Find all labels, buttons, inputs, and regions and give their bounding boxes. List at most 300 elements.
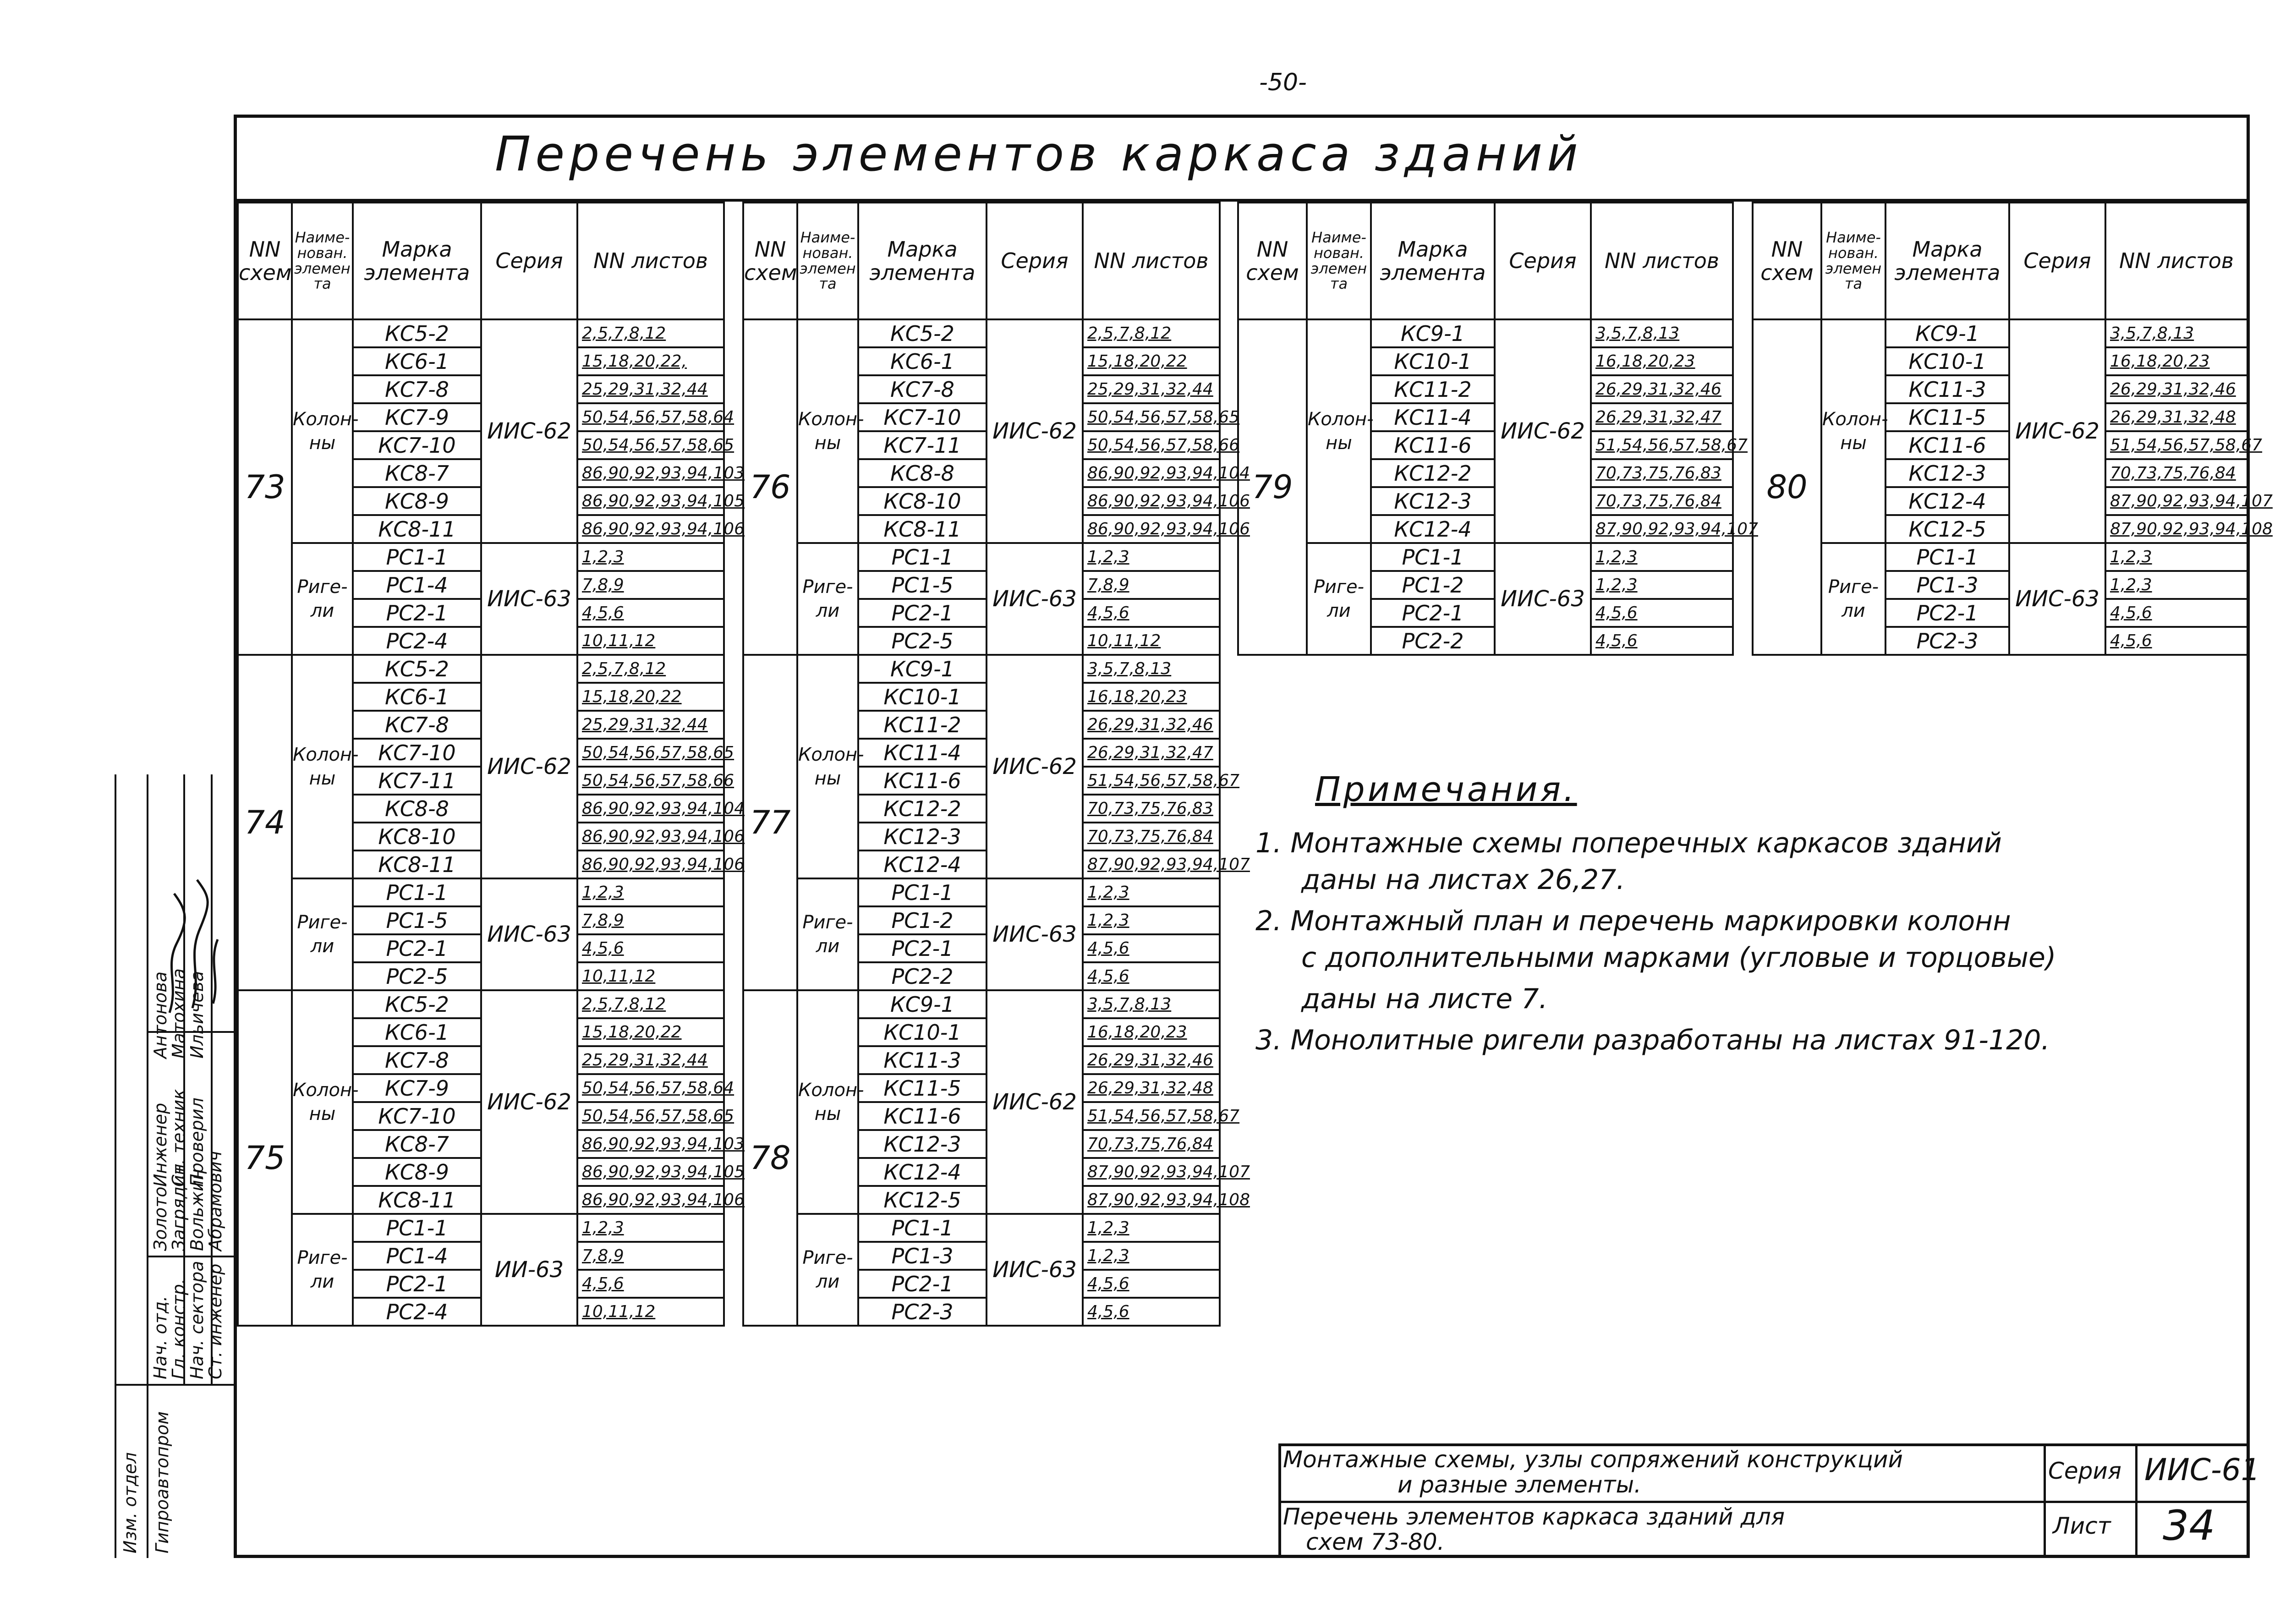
sheets-cell: 16,18,20,23 (1083, 1018, 1220, 1046)
group-label-beams: Риге- ли (292, 1214, 353, 1326)
scheme-number: 77 (743, 655, 797, 990)
scheme-number: 74 (238, 655, 292, 990)
sheets-cell: 87,90,92,93,94,108 (2105, 515, 2247, 543)
sheets-cell: 1,2,3 (2105, 571, 2247, 599)
note-1-line-2: даны на листах 26,27. (1301, 864, 1625, 896)
element-mark: КС8-11 (353, 515, 481, 543)
sheets-cell: 16,18,20,23 (1083, 683, 1220, 711)
signature-dept: Изм. отдел (120, 1452, 140, 1553)
scheme-number: 80 (1753, 319, 1821, 655)
stamp-description-1-line-2: и разные элементы. (1398, 1471, 1642, 1498)
header-element-name: Наиме-нован. элемен та (292, 203, 353, 319)
element-mark: РС1-1 (858, 878, 987, 906)
group-label-beams: Риге- ли (292, 543, 353, 655)
sheets-cell: 86,90,92,93,94,104 (1083, 459, 1220, 487)
element-mark: КС6-1 (353, 1018, 481, 1046)
series-cell: ИИС-62 (481, 990, 577, 1214)
signature-name: Загрядин (169, 1163, 189, 1251)
sheets-cell: 15,18,20,22 (577, 1018, 724, 1046)
signature-block (115, 774, 234, 1558)
sheets-cell: 26,29,31,32,47 (1083, 739, 1220, 767)
element-mark: КС12-3 (1885, 459, 2009, 487)
elements-table-76-78 (742, 202, 1250, 1327)
element-mark: РС2-1 (353, 934, 481, 962)
element-mark: РС1-3 (1885, 571, 2009, 599)
sheets-cell: 25,29,31,32,44 (1083, 375, 1220, 403)
elements-table-73-75 (237, 202, 745, 1327)
element-mark: РС2-1 (858, 1270, 987, 1298)
sheets-cell: 86,90,92,93,94,106 (577, 823, 724, 850)
sheets-cell: 2,5,7,8,12 (577, 655, 724, 683)
element-mark: КС12-5 (858, 1186, 987, 1214)
series-cell: ИИС-63 (1495, 543, 1591, 655)
element-mark: КС7-10 (353, 1102, 481, 1130)
element-mark: КС9-1 (1885, 319, 2009, 347)
sheets-cell: 4,5,6 (1083, 1298, 1220, 1326)
sheets-cell: 1,2,3 (2105, 543, 2247, 571)
element-mark: КС7-8 (353, 375, 481, 403)
sheets-cell: 51,54,56,57,58,67 (1083, 767, 1220, 795)
signature-role: Нач. отд. (150, 1295, 170, 1379)
signature-name: Ильичева (187, 971, 207, 1059)
element-mark: КС12-2 (1371, 459, 1495, 487)
sheets-cell: 15,18,20,22, (577, 347, 724, 375)
element-mark: РС1-1 (858, 1214, 987, 1242)
element-mark: КС9-1 (858, 990, 987, 1018)
stamp-description-1-line-1: Монтажные схемы, узлы сопряжений конструкций (1283, 1446, 1903, 1473)
sheets-cell: 25,29,31,32,44 (577, 375, 724, 403)
notes-title: Примечания. (1315, 770, 1577, 809)
group-label-beams: Риге- ли (1821, 543, 1885, 655)
series-cell: ИИС-63 (987, 878, 1083, 990)
element-mark: РС2-2 (858, 962, 987, 990)
header-series: Серия (481, 203, 577, 319)
header-element-name: Наиме-нован. элемен та (1821, 203, 1885, 319)
sheets-cell: 3,5,7,8,13 (2105, 319, 2247, 347)
sheets-cell: 7,8,9 (1083, 571, 1220, 599)
scheme-78-rows (743, 990, 1250, 1326)
element-mark: КС7-10 (353, 739, 481, 767)
sheets-cell: 1,2,3 (577, 543, 724, 571)
sheets-cell: 70,73,75,76,84 (1591, 487, 1733, 515)
header-sheets: NN листов (577, 203, 724, 319)
sheets-cell: 4,5,6 (2105, 627, 2247, 655)
element-mark: РС1-1 (353, 1214, 481, 1242)
group-label-columns: Колон- ны (1821, 319, 1885, 543)
sheets-cell: 51,54,56,57,58,67 (1083, 1102, 1220, 1130)
elements-table-79 (1237, 202, 1758, 656)
sheets-cell: 86,90,92,93,94,106 (577, 515, 724, 543)
element-mark: РС1-1 (858, 543, 987, 571)
header-sheets: NN листов (2105, 203, 2247, 319)
element-mark: РС2-2 (1371, 627, 1495, 655)
stamp-series-label: Серия (2048, 1458, 2121, 1484)
sheets-cell: 4,5,6 (1083, 599, 1220, 627)
element-mark: РС2-1 (1371, 599, 1495, 627)
element-mark: КС7-8 (353, 1046, 481, 1074)
signature-role: Проверил (187, 1097, 207, 1187)
note-2-line-3: даны на листе 7. (1301, 983, 1548, 1015)
header-scheme-no: NN схем (1238, 203, 1307, 319)
scheme-73-rows (238, 319, 745, 655)
stamp-col-divider (2044, 1443, 2046, 1555)
element-mark: РС1-1 (353, 878, 481, 906)
header-element-name: Наиме-нован. элемен та (797, 203, 858, 319)
sheets-cell: 1,2,3 (1083, 906, 1220, 934)
sheets-cell: 3,5,7,8,13 (1083, 655, 1220, 683)
series-cell: ИИС-62 (987, 319, 1083, 543)
scheme-number: 79 (1238, 319, 1307, 655)
element-mark: КС11-5 (858, 1074, 987, 1102)
element-mark: КС11-5 (1885, 403, 2009, 431)
element-mark: КС11-6 (1885, 431, 2009, 459)
sheets-cell: 50,54,56,57,58,65 (577, 1102, 724, 1130)
header-scheme-no: NN схем (238, 203, 292, 319)
sheets-cell: 86,90,92,93,94,106 (577, 1186, 724, 1214)
element-mark: РС1-5 (353, 906, 481, 934)
element-mark: КС7-9 (353, 403, 481, 431)
handwritten-signatures (160, 793, 229, 1022)
element-mark: РС1-4 (353, 1242, 481, 1270)
sheets-cell: 50,54,56,57,58,65 (1083, 403, 1220, 431)
scheme-number: 78 (743, 990, 797, 1326)
element-mark: КС12-4 (858, 1158, 987, 1186)
stamp-row-divider (1278, 1501, 2247, 1503)
signature-role: Инженер (150, 1103, 170, 1187)
sheets-cell: 26,29,31,32,46 (1083, 711, 1220, 739)
element-mark: РС2-3 (858, 1298, 987, 1326)
series-cell: ИИС-63 (987, 1214, 1083, 1326)
group-label-beams: Риге- ли (797, 543, 858, 655)
scheme-77-rows (743, 655, 1250, 990)
sheets-cell: 86,90,92,93,94,106 (577, 850, 724, 878)
element-mark: КС10-1 (1885, 347, 2009, 375)
sheets-cell: 26,29,31,32,46 (1591, 375, 1733, 403)
element-mark: КС10-1 (858, 1018, 987, 1046)
element-mark: КС12-5 (1885, 515, 2009, 543)
signature-role: Ст. инженер (205, 1263, 225, 1379)
element-mark: РС2-1 (858, 934, 987, 962)
signature-role: Нач. сектора (187, 1261, 207, 1379)
element-mark: РС1-5 (858, 571, 987, 599)
sheets-cell: 87,90,92,93,94,107 (2105, 487, 2247, 515)
header-scheme-no: NN схем (743, 203, 797, 319)
note-3: 3. Монолитные ригели разработаны на листах 91-120. (1255, 1024, 2050, 1056)
group-label-columns: Колон- ны (1307, 319, 1371, 543)
group-label-columns: Колон- ны (292, 655, 353, 878)
sheets-cell: 1,2,3 (1083, 1242, 1220, 1270)
sheets-cell: 87,90,92,93,94,107 (1083, 850, 1220, 878)
series-cell: ИИС-63 (481, 878, 577, 990)
sheets-cell: 1,2,3 (1591, 543, 1733, 571)
element-mark: КС11-6 (858, 1102, 987, 1130)
element-mark: КС11-3 (1885, 375, 2009, 403)
elements-table-80 (1752, 202, 2273, 656)
sheets-cell: 15,18,20,22 (577, 683, 724, 711)
header-scheme-no: NN схем (1753, 203, 1821, 319)
signature-role: Ст. техник (169, 1089, 189, 1187)
element-mark: КС12-3 (858, 1130, 987, 1158)
page-title: Перечень элементов каркаса зданий (495, 126, 1583, 182)
element-mark: КС6-1 (353, 347, 481, 375)
element-mark: РС2-1 (353, 1270, 481, 1298)
sheets-cell: 26,29,31,32,47 (1591, 403, 1733, 431)
sheets-cell: 2,5,7,8,12 (577, 319, 724, 347)
sheets-cell: 50,54,56,57,58,64 (577, 403, 724, 431)
element-mark: КС7-11 (858, 431, 987, 459)
header-element-name: Наиме-нован. элемен та (1307, 203, 1371, 319)
element-mark: КС12-3 (858, 823, 987, 850)
sheets-cell: 7,8,9 (577, 906, 724, 934)
element-mark: КС7-9 (353, 1074, 481, 1102)
element-mark: КС7-8 (858, 375, 987, 403)
sheets-cell: 86,90,92,93,94,103 (577, 459, 724, 487)
sheets-cell: 50,54,56,57,58,64 (577, 1074, 724, 1102)
stamp-description-2-line-2: схем 73-80. (1306, 1529, 1445, 1555)
sheets-cell: 86,90,92,93,94,105 (577, 487, 724, 515)
stamp-sheet-label: Лист (2053, 1513, 2111, 1539)
header-mark: Марка элемента (1885, 203, 2009, 319)
sheets-cell: 7,8,9 (577, 1242, 724, 1270)
sheets-cell: 4,5,6 (1591, 599, 1733, 627)
element-mark: КС10-1 (858, 683, 987, 711)
element-mark: КС11-4 (1371, 403, 1495, 431)
sheets-cell: 1,2,3 (577, 1214, 724, 1242)
element-mark: КС12-3 (1371, 487, 1495, 515)
element-mark: РС2-5 (353, 962, 481, 990)
element-mark: РС1-1 (1371, 543, 1495, 571)
series-cell: ИИС-62 (2009, 319, 2105, 543)
sheets-cell: 86,90,92,93,94,106 (1083, 515, 1220, 543)
sheets-cell: 51,54,56,57,58,67 (2105, 431, 2247, 459)
element-mark: КС12-4 (1885, 487, 2009, 515)
sheets-cell: 70,73,75,76,84 (1083, 823, 1220, 850)
group-label-beams: Риге- ли (292, 878, 353, 990)
element-mark: КС8-10 (858, 487, 987, 515)
element-mark: КС11-4 (858, 739, 987, 767)
element-mark: РС1-2 (858, 906, 987, 934)
header-series: Серия (2009, 203, 2105, 319)
sheets-cell: 4,5,6 (1591, 627, 1733, 655)
series-cell: ИИС-62 (481, 319, 577, 543)
group-label-beams: Риге- ли (1307, 543, 1371, 655)
element-mark: РС1-3 (858, 1242, 987, 1270)
element-mark: РС1-1 (1885, 543, 2009, 571)
element-mark: РС1-1 (353, 543, 481, 571)
series-cell: ИИС-63 (987, 543, 1083, 655)
group-label-columns: Колон- ны (292, 319, 353, 543)
sheets-cell: 50,54,56,57,58,66 (1083, 431, 1220, 459)
header-mark: Марка элемента (1371, 203, 1495, 319)
signature-name: Вольжин (187, 1169, 207, 1251)
group-label-beams: Риге- ли (797, 1214, 858, 1326)
element-mark: КС8-11 (353, 850, 481, 878)
sheets-cell: 26,29,31,32,48 (2105, 403, 2247, 431)
stamp-col-divider (2135, 1443, 2138, 1555)
sheets-cell: 87,90,92,93,94,107 (1591, 515, 1733, 543)
sheets-cell: 26,29,31,32,46 (1083, 1046, 1220, 1074)
sheets-cell: 86,90,92,93,94,103 (577, 1130, 724, 1158)
group-label-columns: Колон- ны (797, 990, 858, 1214)
sheets-cell: 1,2,3 (1083, 1214, 1220, 1242)
note-1-line-1: 1. Монтажные схемы поперечных каркасов зданий (1255, 827, 2002, 859)
signature-name: Абрамович (205, 1151, 225, 1251)
element-mark: КС11-2 (1371, 375, 1495, 403)
sheets-cell: 4,5,6 (577, 934, 724, 962)
element-mark: РС2-1 (858, 599, 987, 627)
sheets-cell: 2,5,7,8,12 (1083, 319, 1220, 347)
sheets-cell: 87,90,92,93,94,108 (1083, 1186, 1220, 1214)
element-mark: КС5-2 (858, 319, 987, 347)
sheets-cell: 70,73,75,76,84 (1083, 1130, 1220, 1158)
sheets-cell: 70,73,75,76,83 (1083, 795, 1220, 823)
sheets-cell: 4,5,6 (1083, 1270, 1220, 1298)
series-cell: ИИС-62 (481, 655, 577, 878)
signature-org: Гипроавтопром (152, 1411, 172, 1553)
element-mark: РС1-2 (1371, 571, 1495, 599)
element-mark: КС12-4 (858, 850, 987, 878)
element-mark: КС6-1 (858, 347, 987, 375)
sheets-cell: 25,29,31,32,44 (577, 711, 724, 739)
stamp-sheet-value: 34 (2163, 1502, 2215, 1550)
signature-name: Золото (150, 1186, 170, 1251)
sheets-cell: 50,54,56,57,58,65 (577, 431, 724, 459)
sheets-cell: 26,29,31,32,48 (1083, 1074, 1220, 1102)
series-cell: ИИС-62 (1495, 319, 1591, 543)
element-mark: КС11-3 (858, 1046, 987, 1074)
series-cell: ИИС-63 (481, 543, 577, 655)
element-mark: КС5-2 (353, 319, 481, 347)
page-number: -50- (1259, 69, 1307, 96)
element-mark: КС12-2 (858, 795, 987, 823)
element-mark: КС10-1 (1371, 347, 1495, 375)
scheme-number: 75 (238, 990, 292, 1326)
sheets-cell: 1,2,3 (1083, 543, 1220, 571)
sheets-cell: 87,90,92,93,94,107 (1083, 1158, 1220, 1186)
note-2-line-2: с дополнительными марками (угловые и торцовые) (1301, 942, 2056, 974)
stamp-description-2-line-1: Перечень элементов каркаса зданий для (1283, 1503, 1785, 1530)
scheme-79-rows (1238, 319, 1758, 655)
scheme-74-rows (238, 655, 745, 990)
sheets-cell: 3,5,7,8,13 (1083, 990, 1220, 1018)
sheets-cell: 51,54,56,57,58,67 (1591, 431, 1733, 459)
scheme-76-rows (743, 319, 1250, 655)
element-mark: КС8-11 (858, 515, 987, 543)
element-mark: КС8-7 (353, 1130, 481, 1158)
sheets-cell: 26,29,31,32,46 (2105, 375, 2247, 403)
element-mark: РС1-4 (353, 571, 481, 599)
sheets-cell: 86,90,92,93,94,104 (577, 795, 724, 823)
element-mark: КС11-6 (1371, 431, 1495, 459)
header-mark: Марка элемента (858, 203, 987, 319)
element-mark: КС7-10 (353, 431, 481, 459)
scheme-number: 76 (743, 319, 797, 655)
sheets-cell: 86,90,92,93,94,105 (577, 1158, 724, 1186)
sheets-cell: 2,5,7,8,12 (577, 990, 724, 1018)
element-mark: РС2-4 (353, 1298, 481, 1326)
element-mark: КС8-8 (353, 795, 481, 823)
element-mark: КС6-1 (353, 683, 481, 711)
sheets-cell: 70,73,75,76,83 (1591, 459, 1733, 487)
element-mark: КС9-1 (858, 655, 987, 683)
sheets-cell: 10,11,12 (577, 627, 724, 655)
element-mark: КС5-2 (353, 990, 481, 1018)
sheets-cell: 15,18,20,22 (1083, 347, 1220, 375)
series-cell: ИИ-63 (481, 1214, 577, 1326)
group-label-columns: Колон- ны (797, 319, 858, 543)
sheets-cell: 7,8,9 (577, 571, 724, 599)
element-mark: КС8-9 (353, 1158, 481, 1186)
group-label-columns: Колон- ны (797, 655, 858, 878)
scheme-75-rows (238, 990, 745, 1326)
signature-role: Гл. констр. (169, 1278, 189, 1379)
sheets-cell: 25,29,31,32,44 (577, 1046, 724, 1074)
note-2-line-1: 2. Монтажный план и перечень маркировки колонн (1255, 905, 2011, 937)
header-sheets: NN листов (1591, 203, 1733, 319)
header-mark: Марка элемента (353, 203, 481, 319)
element-mark: КС12-4 (1371, 515, 1495, 543)
header-series: Серия (987, 203, 1083, 319)
sheets-cell: 4,5,6 (1083, 934, 1220, 962)
element-mark: КС11-6 (858, 767, 987, 795)
group-label-beams: Риге- ли (797, 878, 858, 990)
element-mark: КС8-7 (353, 459, 481, 487)
series-cell: ИИС-62 (987, 655, 1083, 878)
sheets-cell: 50,54,56,57,58,66 (577, 767, 724, 795)
header-series: Серия (1495, 203, 1591, 319)
element-mark: КС8-11 (353, 1186, 481, 1214)
element-mark: КС7-10 (858, 403, 987, 431)
element-mark: РС2-4 (353, 627, 481, 655)
sheets-cell: 16,18,20,23 (1591, 347, 1733, 375)
element-mark: КС9-1 (1371, 319, 1495, 347)
element-mark: РС2-1 (353, 599, 481, 627)
element-mark: РС2-3 (1885, 627, 2009, 655)
sheets-cell: 10,11,12 (1083, 627, 1220, 655)
sheets-cell: 1,2,3 (1591, 571, 1733, 599)
sheets-cell: 3,5,7,8,13 (1591, 319, 1733, 347)
element-mark: КС8-9 (353, 487, 481, 515)
sheets-cell: 4,5,6 (1083, 962, 1220, 990)
stamp-series-value: ИИС-61 (2144, 1452, 2260, 1487)
element-mark: КС8-8 (858, 459, 987, 487)
sheets-cell: 10,11,12 (577, 1298, 724, 1326)
element-mark: КС11-2 (858, 711, 987, 739)
scheme-number: 73 (238, 319, 292, 655)
element-mark: КС5-2 (353, 655, 481, 683)
signature-name: Матохина (169, 968, 189, 1059)
sheets-cell: 16,18,20,23 (2105, 347, 2247, 375)
group-label-columns: Колон- ны (292, 990, 353, 1214)
series-cell: ИИС-63 (2009, 543, 2105, 655)
sheets-cell: 4,5,6 (577, 599, 724, 627)
element-mark: РС2-1 (1885, 599, 2009, 627)
element-mark: КС7-8 (353, 711, 481, 739)
header-sheets: NN листов (1083, 203, 1220, 319)
sheets-cell: 70,73,75,76,84 (2105, 459, 2247, 487)
sheets-cell: 1,2,3 (1083, 878, 1220, 906)
signature-name: Антонова (150, 971, 170, 1059)
sheets-cell: 50,54,56,57,58,65 (577, 739, 724, 767)
element-mark: РС2-5 (858, 627, 987, 655)
sheets-cell: 86,90,92,93,94,106 (1083, 487, 1220, 515)
element-mark: КС7-11 (353, 767, 481, 795)
sheets-cell: 4,5,6 (577, 1270, 724, 1298)
sheets-cell: 10,11,12 (577, 962, 724, 990)
sheets-cell: 1,2,3 (577, 878, 724, 906)
scheme-80-rows (1753, 319, 2273, 655)
element-mark: КС8-10 (353, 823, 481, 850)
